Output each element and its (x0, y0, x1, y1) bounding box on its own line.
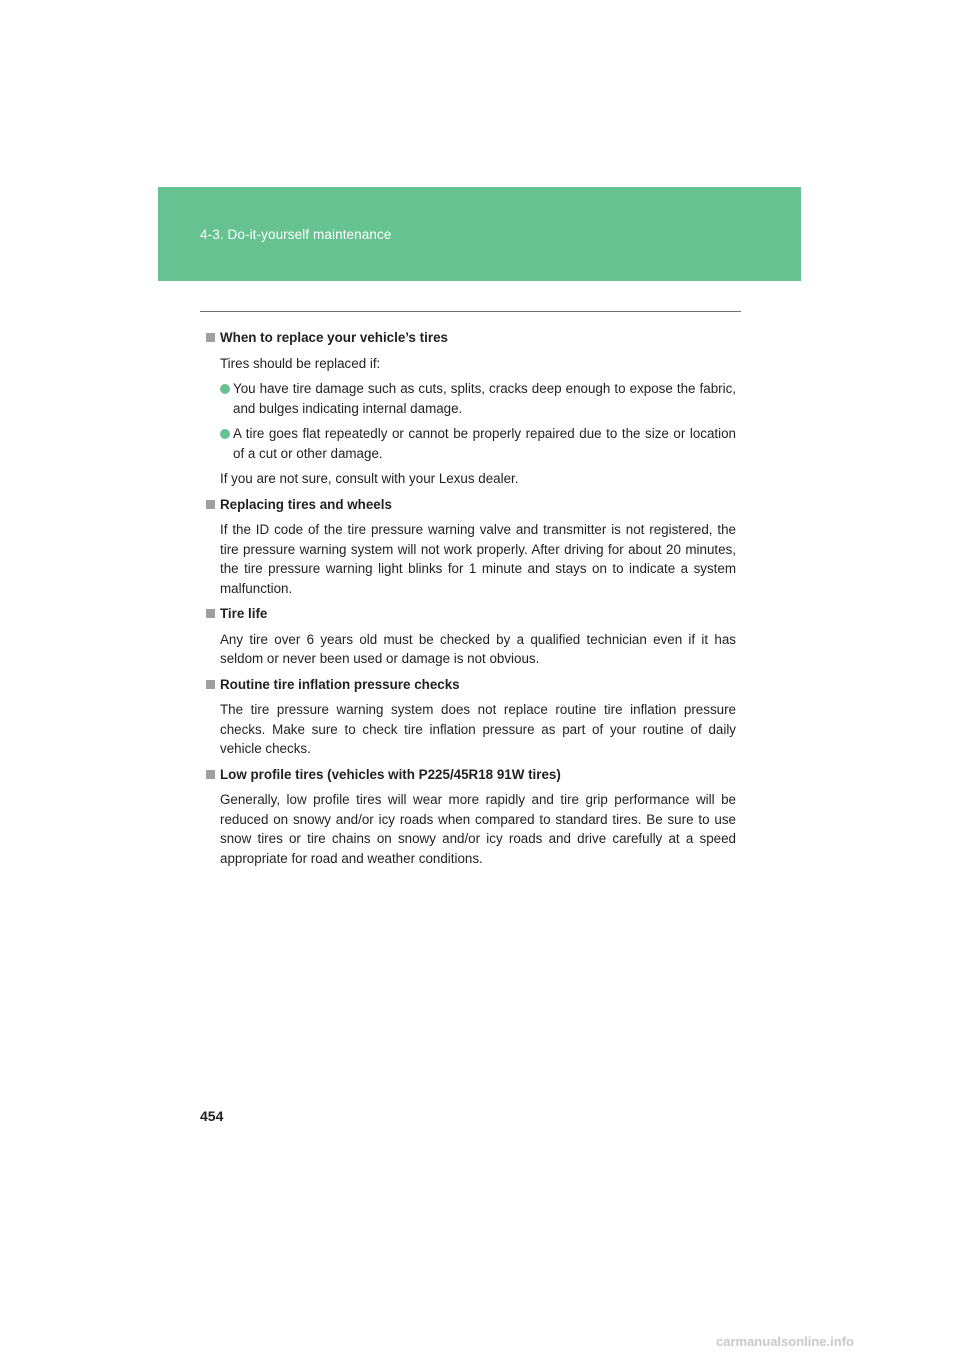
square-bullet-icon (206, 680, 215, 689)
heading-text: When to replace your vehicle’s tires (220, 330, 448, 345)
section-heading (206, 328, 736, 348)
section-heading (206, 675, 736, 695)
paragraph: Any tire over 6 years old must be checked by a qualified technician even if it has seldom or never been used or damage is not obvious. (220, 631, 736, 666)
section-heading (206, 495, 736, 515)
paragraph: Generally, low profile tires will wear more rapidly and tire grip performance will be reduced on snowy and/or icy roads when compared to standard tires. Be sure to use snow tires or tire chains on snowy and/or icy roads and drive carefully at a speed appropriate for road and weather conditions. (220, 792, 736, 866)
paragraph: If you are not sure, consult with your Lexus dealer. (220, 471, 519, 486)
paragraph: Tires should be replaced if: (220, 355, 381, 371)
square-bullet-icon (206, 500, 215, 509)
divider (200, 311, 741, 312)
list-item (220, 424, 736, 463)
square-bullet-icon (206, 333, 215, 342)
heading-text: Tire life (220, 606, 268, 621)
page-number: 454 (200, 1108, 224, 1124)
heading-text: Low profile tires (vehicles with P225/45R18 91W tires) (220, 766, 561, 782)
section-title: 4-3. Do-it-yourself maintenance (200, 227, 392, 242)
square-bullet-icon (206, 770, 215, 779)
heading-text: Replacing tires and wheels (220, 496, 392, 512)
section-heading (206, 765, 736, 785)
paragraph: If the ID code of the tire pressure warning valve and transmitter is not registered, the tire pressure warning system will not work properly. After driving for about 20 minutes, the tire pressure warning light blinks for 1 minute and stays on to indicate a system malfunction. (220, 522, 736, 596)
paragraph: The tire pressure warning system does not replace routine tire inflation pressure checks. Make sure to check tire inflation pressure as part of your routine of daily vehicle checks. (220, 702, 736, 756)
content (206, 328, 736, 874)
circle-bullet-icon (220, 429, 230, 439)
list-item (220, 379, 736, 418)
watermark: carmanualsonline.info (716, 1334, 854, 1349)
circle-bullet-icon (220, 384, 230, 394)
list-item-text: A tire goes flat repeatedly or cannot be properly repaired due to the size or location of a cut or other damage. (233, 426, 736, 461)
square-bullet-icon (206, 609, 215, 618)
section-heading (206, 604, 736, 624)
heading-text: Routine tire inflation pressure checks (220, 676, 460, 692)
list-item-text: You have tire damage such as cuts, splits, cracks deep enough to expose the fabric, and bulges indicating internal damage. (233, 381, 736, 416)
